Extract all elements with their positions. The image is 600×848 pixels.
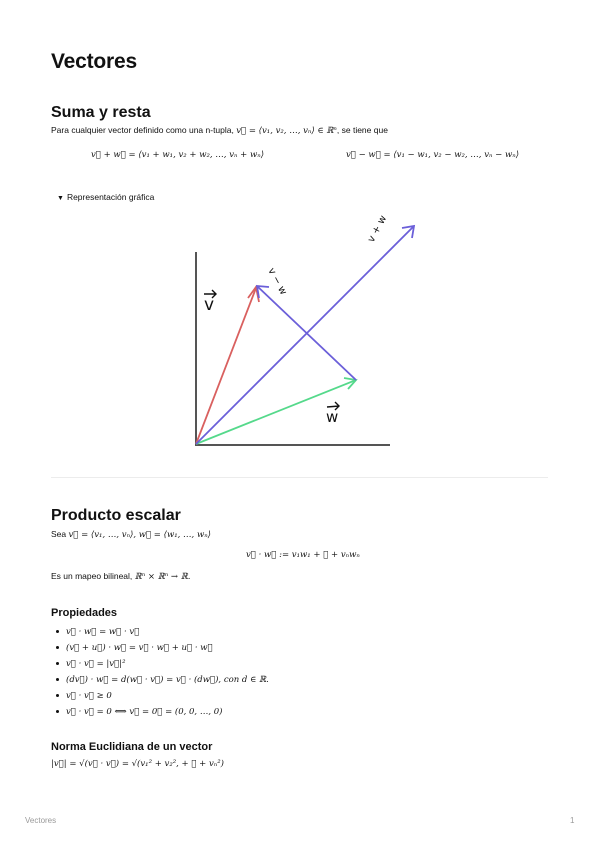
list-item	[55, 639, 269, 655]
propiedad-text: v⃗ · v⃗ = |v⃗|²	[66, 659, 126, 669]
vector-v-plus-w-arrow	[196, 226, 414, 444]
propiedades-heading: Propiedades	[51, 607, 118, 619]
dot-product-definition: v⃗ · w⃗ := v₁w₁ + ⋯ + vₙwₙ	[246, 550, 360, 560]
producto-sea-math: v⃗ = ⟨v₁, …, vₙ⟩, w⃗ = ⟨w₁, …, wₙ⟩	[68, 530, 211, 540]
producto-mapeo	[51, 571, 191, 583]
section-divider	[51, 477, 548, 478]
producto-mapeo-math: ℝⁿ × ℝⁿ → ℝ.	[134, 572, 191, 582]
suma-intro-math: v⃗ = ⟨v₁, v₂, …, vₙ⟩ ∈ ℝⁿ	[236, 126, 337, 136]
suma-intro	[51, 125, 388, 137]
norma-formula: |v⃗| = √(v⃗ · v⃗) = √(v₁² + v₂², + ⋯ + vₙ²)	[51, 759, 224, 769]
footer-page-number: 1	[570, 816, 575, 825]
section-heading-producto-escalar: Producto escalar	[51, 507, 181, 524]
label-v-plus-w-text: v + w	[365, 213, 390, 245]
formula-difference: v⃗ − w⃗ = ⟨v₁ − w₁, v₂ − w₂, …, vₙ − wₙ⟩	[346, 150, 520, 160]
propiedades-list	[55, 623, 269, 719]
page-title: Vectores	[51, 50, 137, 73]
norma-heading: Norma Euclidiana de un vector	[51, 741, 213, 753]
producto-mapeo-text: Es un mapeo bilineal,	[51, 571, 133, 581]
propiedad-text: (v⃗ + u⃗) · w⃗ = v⃗ · w⃗ + u⃗ · w⃗	[66, 643, 213, 653]
list-item	[55, 671, 269, 687]
list-item	[55, 687, 269, 703]
propiedad-text: v⃗ · w⃗ = w⃗ · v⃗	[66, 627, 140, 637]
formula-sum: v⃗ + w⃗ = ⟨v₁ + w₁, v₂ + w₂, …, vₙ + wₙ⟩	[91, 150, 265, 160]
list-item	[55, 655, 269, 671]
graphic-representation-toggle[interactable]	[57, 192, 154, 202]
producto-sea-text: Sea	[51, 529, 67, 539]
toggle-label: Representación gráfica	[66, 192, 155, 202]
propiedad-text: (dv⃗) · w⃗ = d(w⃗ · v⃗) = v⃗ · (dw⃗), con d ∈ ℝ.	[66, 675, 269, 685]
list-item	[55, 703, 269, 719]
vector-diagram	[180, 210, 440, 455]
suma-intro-tail: , se tiene que	[336, 125, 388, 135]
label-w	[326, 402, 339, 426]
label-w-text: w	[326, 408, 339, 426]
propiedad-text: v⃗ · v⃗ = 0 ⟺ v⃗ = 0⃗ = (0, 0, …, 0)	[66, 707, 223, 717]
label-v-minus-w	[265, 266, 288, 297]
label-v	[204, 290, 216, 315]
footer-title: Vectores	[25, 816, 57, 825]
section-heading-suma-resta: Suma y resta	[51, 104, 151, 121]
label-v-plus-w	[366, 214, 389, 245]
label-v-minus-w-text: v − w	[265, 266, 289, 297]
list-item	[55, 623, 269, 639]
propiedad-text: v⃗ · v⃗ ≥ 0	[66, 691, 112, 701]
label-v-text: v	[204, 295, 215, 315]
toggle-triangle-icon: ▼	[57, 195, 64, 202]
producto-sea	[51, 529, 211, 541]
suma-intro-text: Para cualquier vector definido como una n-tupla,	[51, 125, 234, 135]
